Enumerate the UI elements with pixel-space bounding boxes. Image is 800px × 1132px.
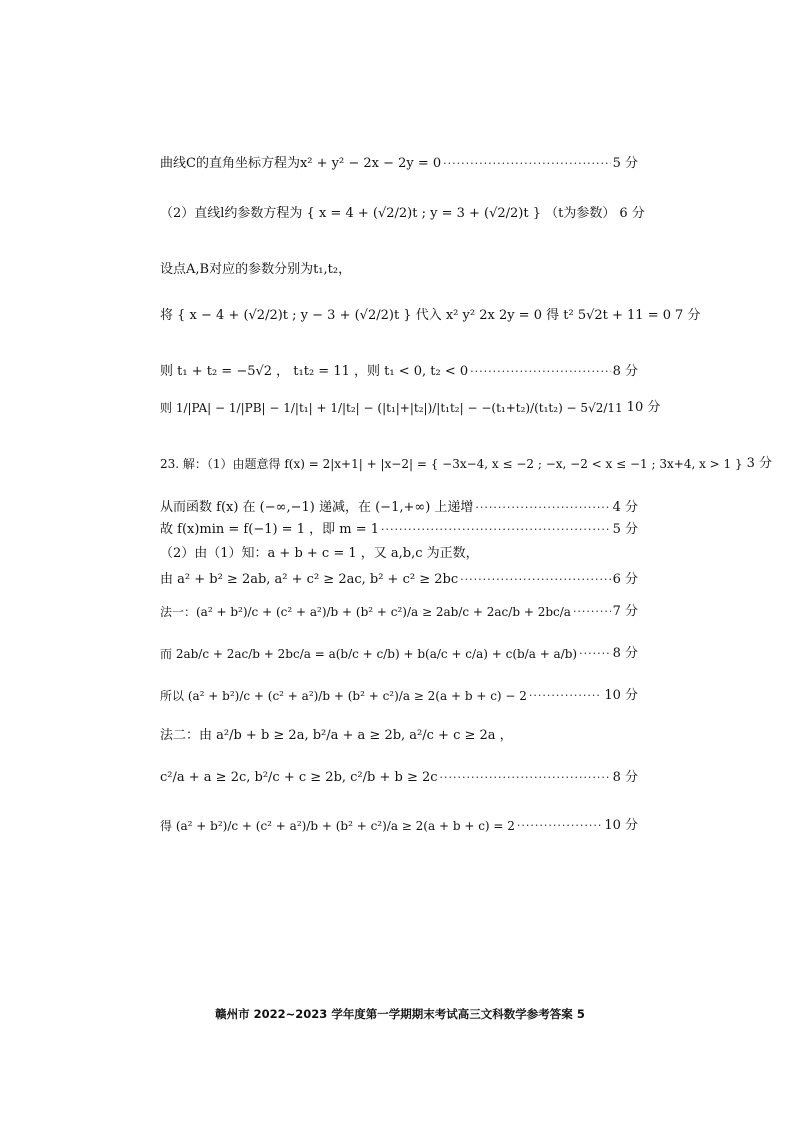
line-problem-23-piecewise	[160, 456, 773, 472]
line-text: 曲线C的直角坐标方程为x² + y² − 2x − 2y = 0	[160, 156, 442, 171]
line-curve-equation	[160, 156, 638, 172]
leader-dots	[381, 523, 611, 536]
line-text: 23. 解：（1）由题意得 f(x) = 2|x+1| + |x−2| = { −3x−4, x ≤ −2 ; −x, −2 < x ≤ −1 ; 3x+4, x > 1 }	[160, 456, 743, 471]
score-label: 10 分	[626, 400, 661, 415]
line-text: 法一：(a² + b²)/c + (c² + a²)/b + (b² + c²)/a ≥ 2ab/c + 2ac/b + 2bc/a	[160, 604, 571, 619]
score-label: 6 分	[612, 572, 638, 587]
leader-dots	[440, 771, 611, 784]
score-label: 4 分	[612, 500, 638, 515]
line-text: 则 t₁ + t₂ = −5√2 ， t₁t₂ = 11 ，则 t₁ < 0, t₂ < 0	[160, 364, 469, 379]
line-method-two	[160, 728, 638, 744]
line-text: c²/a + a ≥ 2c, b²/c + c ≥ 2b, c²/b + b ≥ 2c	[160, 770, 438, 785]
line-method-two-continued	[160, 770, 638, 786]
page-footer: 赣州市 2022~2023 学年度第一学期期末考试高三文科数学参考答案 5	[215, 1007, 585, 1021]
line-text: 设点A,B对应的参数分别为t₁,t₂，	[160, 262, 352, 277]
score-label: 7 分	[612, 604, 638, 619]
line-vieta	[160, 364, 638, 380]
line-text: 得 (a² + b²)/c + (c² + a²)/b + (b² + c²)/a ≥ 2(a + b + c) = 2	[160, 818, 515, 833]
line-text: 故 f(x)min = f(−1) = 1 ，即 m = 1	[160, 522, 380, 537]
leader-dots	[517, 819, 602, 832]
line-method-one-expand	[160, 646, 638, 662]
score-label: 10 分	[604, 688, 638, 703]
line-minimum-value	[160, 522, 638, 538]
line-monotonicity	[160, 500, 638, 516]
score-label: 8 分	[612, 770, 638, 785]
line-text: 则 1/|PA| − 1/|PB| − 1/|t₁| + 1/|t₂| − (|t₁|+|t₂|)/|t₁t₂| − −(t₁+t₂)/(t₁t₂) − 5√2/11	[160, 400, 623, 415]
line-parameters-definition	[160, 262, 638, 278]
score-label: 7 分	[675, 308, 701, 323]
line-method-one	[160, 604, 638, 620]
score-label: 5 分	[612, 522, 638, 537]
line-text: （2）直线l约参数方程为 { x = 4 + (√2/2)t ; y = 3 + (√2/2)t } （t为参数）	[160, 206, 616, 221]
line-method-two-conclusion	[160, 818, 638, 834]
line-text: 将 { x − 4 + (√2/2)t ; y − 3 + (√2/2)t } 代入 x² y² 2x 2y = 0 得 t² 5√2t + 11 = 0	[160, 308, 671, 323]
line-text: 从而函数 f(x) 在 (−∞,−1) 递减，在 (−1,+∞) 上递增	[160, 500, 474, 515]
line-text: 而 2ab/c + 2ac/b + 2bc/a = a(b/c + c/b) + b(a/c + c/a) + c(b/a + a/b)	[160, 646, 578, 661]
score-label: 10 分	[604, 818, 638, 833]
line-parametric-equation	[160, 206, 645, 222]
line-am-gm-basic	[160, 572, 638, 588]
leader-dots	[460, 573, 610, 586]
line-distance-sum	[160, 400, 661, 416]
score-label: 3 分	[746, 456, 773, 471]
line-text: 由 a² + b² ≥ 2ab, a² + c² ≥ 2ac, b² + c² ≥ 2bc	[160, 572, 459, 587]
leader-dots	[475, 501, 610, 514]
leader-dots	[443, 157, 610, 170]
line-text: 法二：由 a²/b + b ≥ 2a, b²/a + a ≥ 2b, a²/c + c ≥ 2a ，	[160, 728, 513, 743]
score-label: 6 分	[619, 206, 645, 221]
leader-dots	[573, 605, 611, 618]
line-substitution	[160, 308, 701, 324]
leader-dots	[579, 647, 610, 660]
line-part-2-given	[160, 546, 638, 562]
leader-dots	[470, 365, 610, 378]
line-method-one-conclusion	[160, 688, 638, 704]
line-text: （2）由（1）知：a + b + c = 1 ，又 a,b,c 为正数，	[160, 546, 479, 561]
leader-dots	[529, 689, 602, 702]
score-label: 8 分	[612, 364, 638, 379]
score-label: 5 分	[612, 156, 638, 171]
line-text: 所以 (a² + b²)/c + (c² + a²)/b + (b² + c²)/a ≥ 2(a + b + c) − 2	[160, 688, 527, 703]
score-label: 8 分	[612, 646, 638, 661]
